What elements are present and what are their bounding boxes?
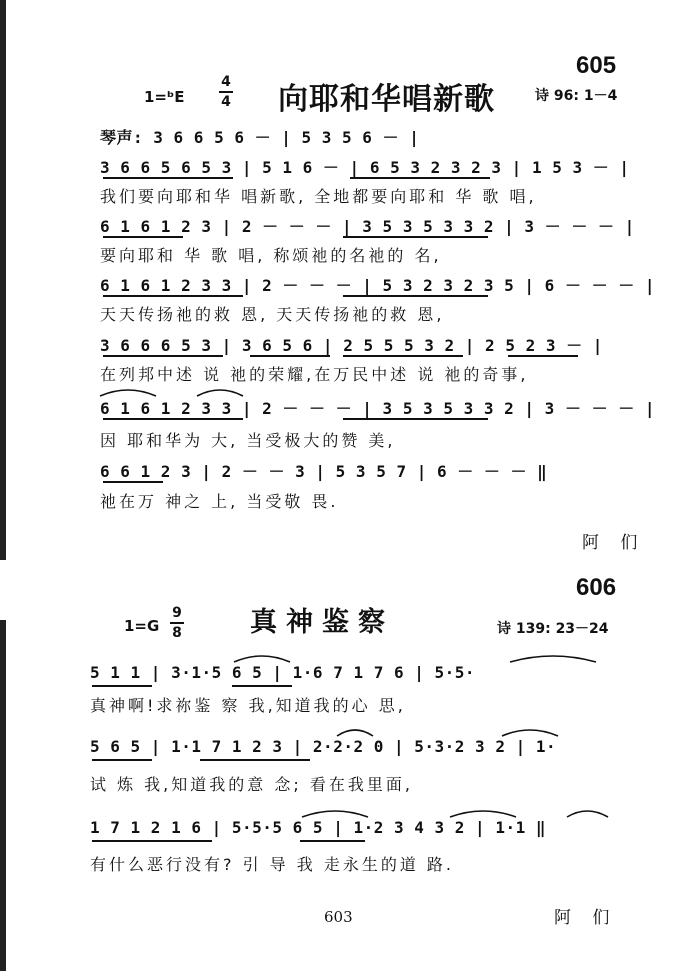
key-signature: 1=G <box>124 617 160 635</box>
slur-mark <box>300 807 370 819</box>
beam-underline <box>508 355 578 357</box>
notation-line: 3 6 6 5 6 5 3 | 5 1 6 － | 6 5 3 2 3 2 3 | 1 5 3 － | <box>100 158 630 177</box>
beam-underline <box>343 295 488 297</box>
slur-mark <box>508 652 598 664</box>
notation-line: 1 7 1 2 1 6 | 5·5·5 6 5 | 1·2 3 4 3 2 | 1·1 ‖ <box>90 818 546 837</box>
beam-underline <box>200 759 310 761</box>
scripture-reference: 诗 139: 23－24 <box>497 621 609 637</box>
beam-underline <box>103 481 163 483</box>
beam-underline <box>350 177 490 179</box>
beam-underline <box>250 355 330 357</box>
lyric-line: 真神啊!求祢鉴 察 我,知道我的心 思, <box>90 696 406 715</box>
beam-underline <box>343 418 488 420</box>
beam-underline <box>103 418 243 420</box>
beam-underline <box>103 295 243 297</box>
hymn-title: 真神鉴察 <box>250 607 394 638</box>
intro-notes: 琴声: 3 6 6 5 6 － | 5 3 5 6 － | <box>100 128 420 147</box>
lyric-line: 要向耶和 华 歌 唱, 称颂祂的名祂的 名, <box>100 246 442 265</box>
lyric-line: 试 炼 我,知道我的意 念; 看在我里面, <box>90 775 413 794</box>
beam-underline <box>343 236 488 238</box>
page-number: 603 <box>324 908 353 926</box>
beam-underline <box>103 236 183 238</box>
time-signature-top: 9 <box>172 605 182 621</box>
lyric-line: 因 耶和华为 大, 当受极大的赞 美, <box>100 431 396 450</box>
amen-text: 阿 们 <box>554 908 618 928</box>
lyric-line: 在列邦中述 说 祂的荣耀,在万民中述 说 祂的奇事, <box>100 365 529 384</box>
slur-mark <box>195 386 245 398</box>
beam-underline <box>232 685 292 687</box>
time-signature-top: 4 <box>221 74 231 90</box>
beam-underline <box>92 759 152 761</box>
lyric-line: 有什么恶行没有? 引 导 我 走永生的道 路. <box>90 855 455 874</box>
notation-line: 5 1 1 | 3·1·5 6 5 | 1·6 7 1 7 6 | 5·5· <box>90 663 476 682</box>
beam-underline <box>103 177 233 179</box>
notation-line: 6 1 6 1 2 3 | 2 － － － | 3 5 3 5 3 3 2 | 3 － － － | <box>100 217 635 236</box>
time-signature-bottom: 4 <box>221 94 231 110</box>
slur-mark <box>98 386 158 398</box>
lyric-line: 天天传扬祂的救 恩, 天天传扬祂的救 恩, <box>100 305 445 324</box>
notation-line: 6 1 6 1 2 3 3 | 2 － － － | 5 3 2 3 2 3 5 | 6 － － － | <box>100 276 655 295</box>
left-border <box>0 620 6 971</box>
slur-mark <box>448 807 518 819</box>
time-signature-bar <box>219 91 233 93</box>
beam-underline <box>343 355 463 357</box>
hymn-title: 向耶和华唱新歌 <box>278 82 495 117</box>
beam-underline <box>92 685 152 687</box>
hymn-number: 605 <box>576 52 617 79</box>
left-border <box>0 0 6 560</box>
beam-underline <box>300 840 365 842</box>
slur-mark <box>335 726 375 738</box>
amen-text: 阿 们 <box>582 533 646 553</box>
lyric-line: 我们要向耶和华 唱新歌, 全地都要向耶和 华 歌 唱, <box>100 187 537 206</box>
lyric-line: 祂在万 神之 上, 当受敬 畏. <box>100 492 339 511</box>
beam-underline <box>92 840 212 842</box>
scripture-reference: 诗 96: 1－4 <box>535 88 618 104</box>
slur-mark <box>232 652 292 664</box>
notation-line: 6 6 1 2 3 | 2 － － 3 | 5 3 5 7 | 6 － － － ‖ <box>100 462 548 481</box>
key-signature: 1=ᵇE <box>144 88 185 106</box>
notation-line: 5 6 5 | 1·1 7 1 2 3 | 2·2·2 0 | 5·3·2 3 2 | 1· <box>90 737 557 756</box>
slur-mark <box>565 807 610 819</box>
beam-underline <box>103 355 223 357</box>
time-signature-bottom: 8 <box>172 625 182 641</box>
hymn-number: 606 <box>576 574 617 601</box>
slur-mark <box>500 726 560 738</box>
notation-line: 3 6 6 6 5 3 | 3 6 5 6 | 2 5 5 5 3 2 | 2 5 2 3 － | <box>100 336 603 355</box>
notation-line: 6 1 6 1 2 3 3 | 2 － － － | 3 5 3 5 3 3 2 | 3 － － － | <box>100 399 655 418</box>
time-signature-bar <box>170 622 184 624</box>
